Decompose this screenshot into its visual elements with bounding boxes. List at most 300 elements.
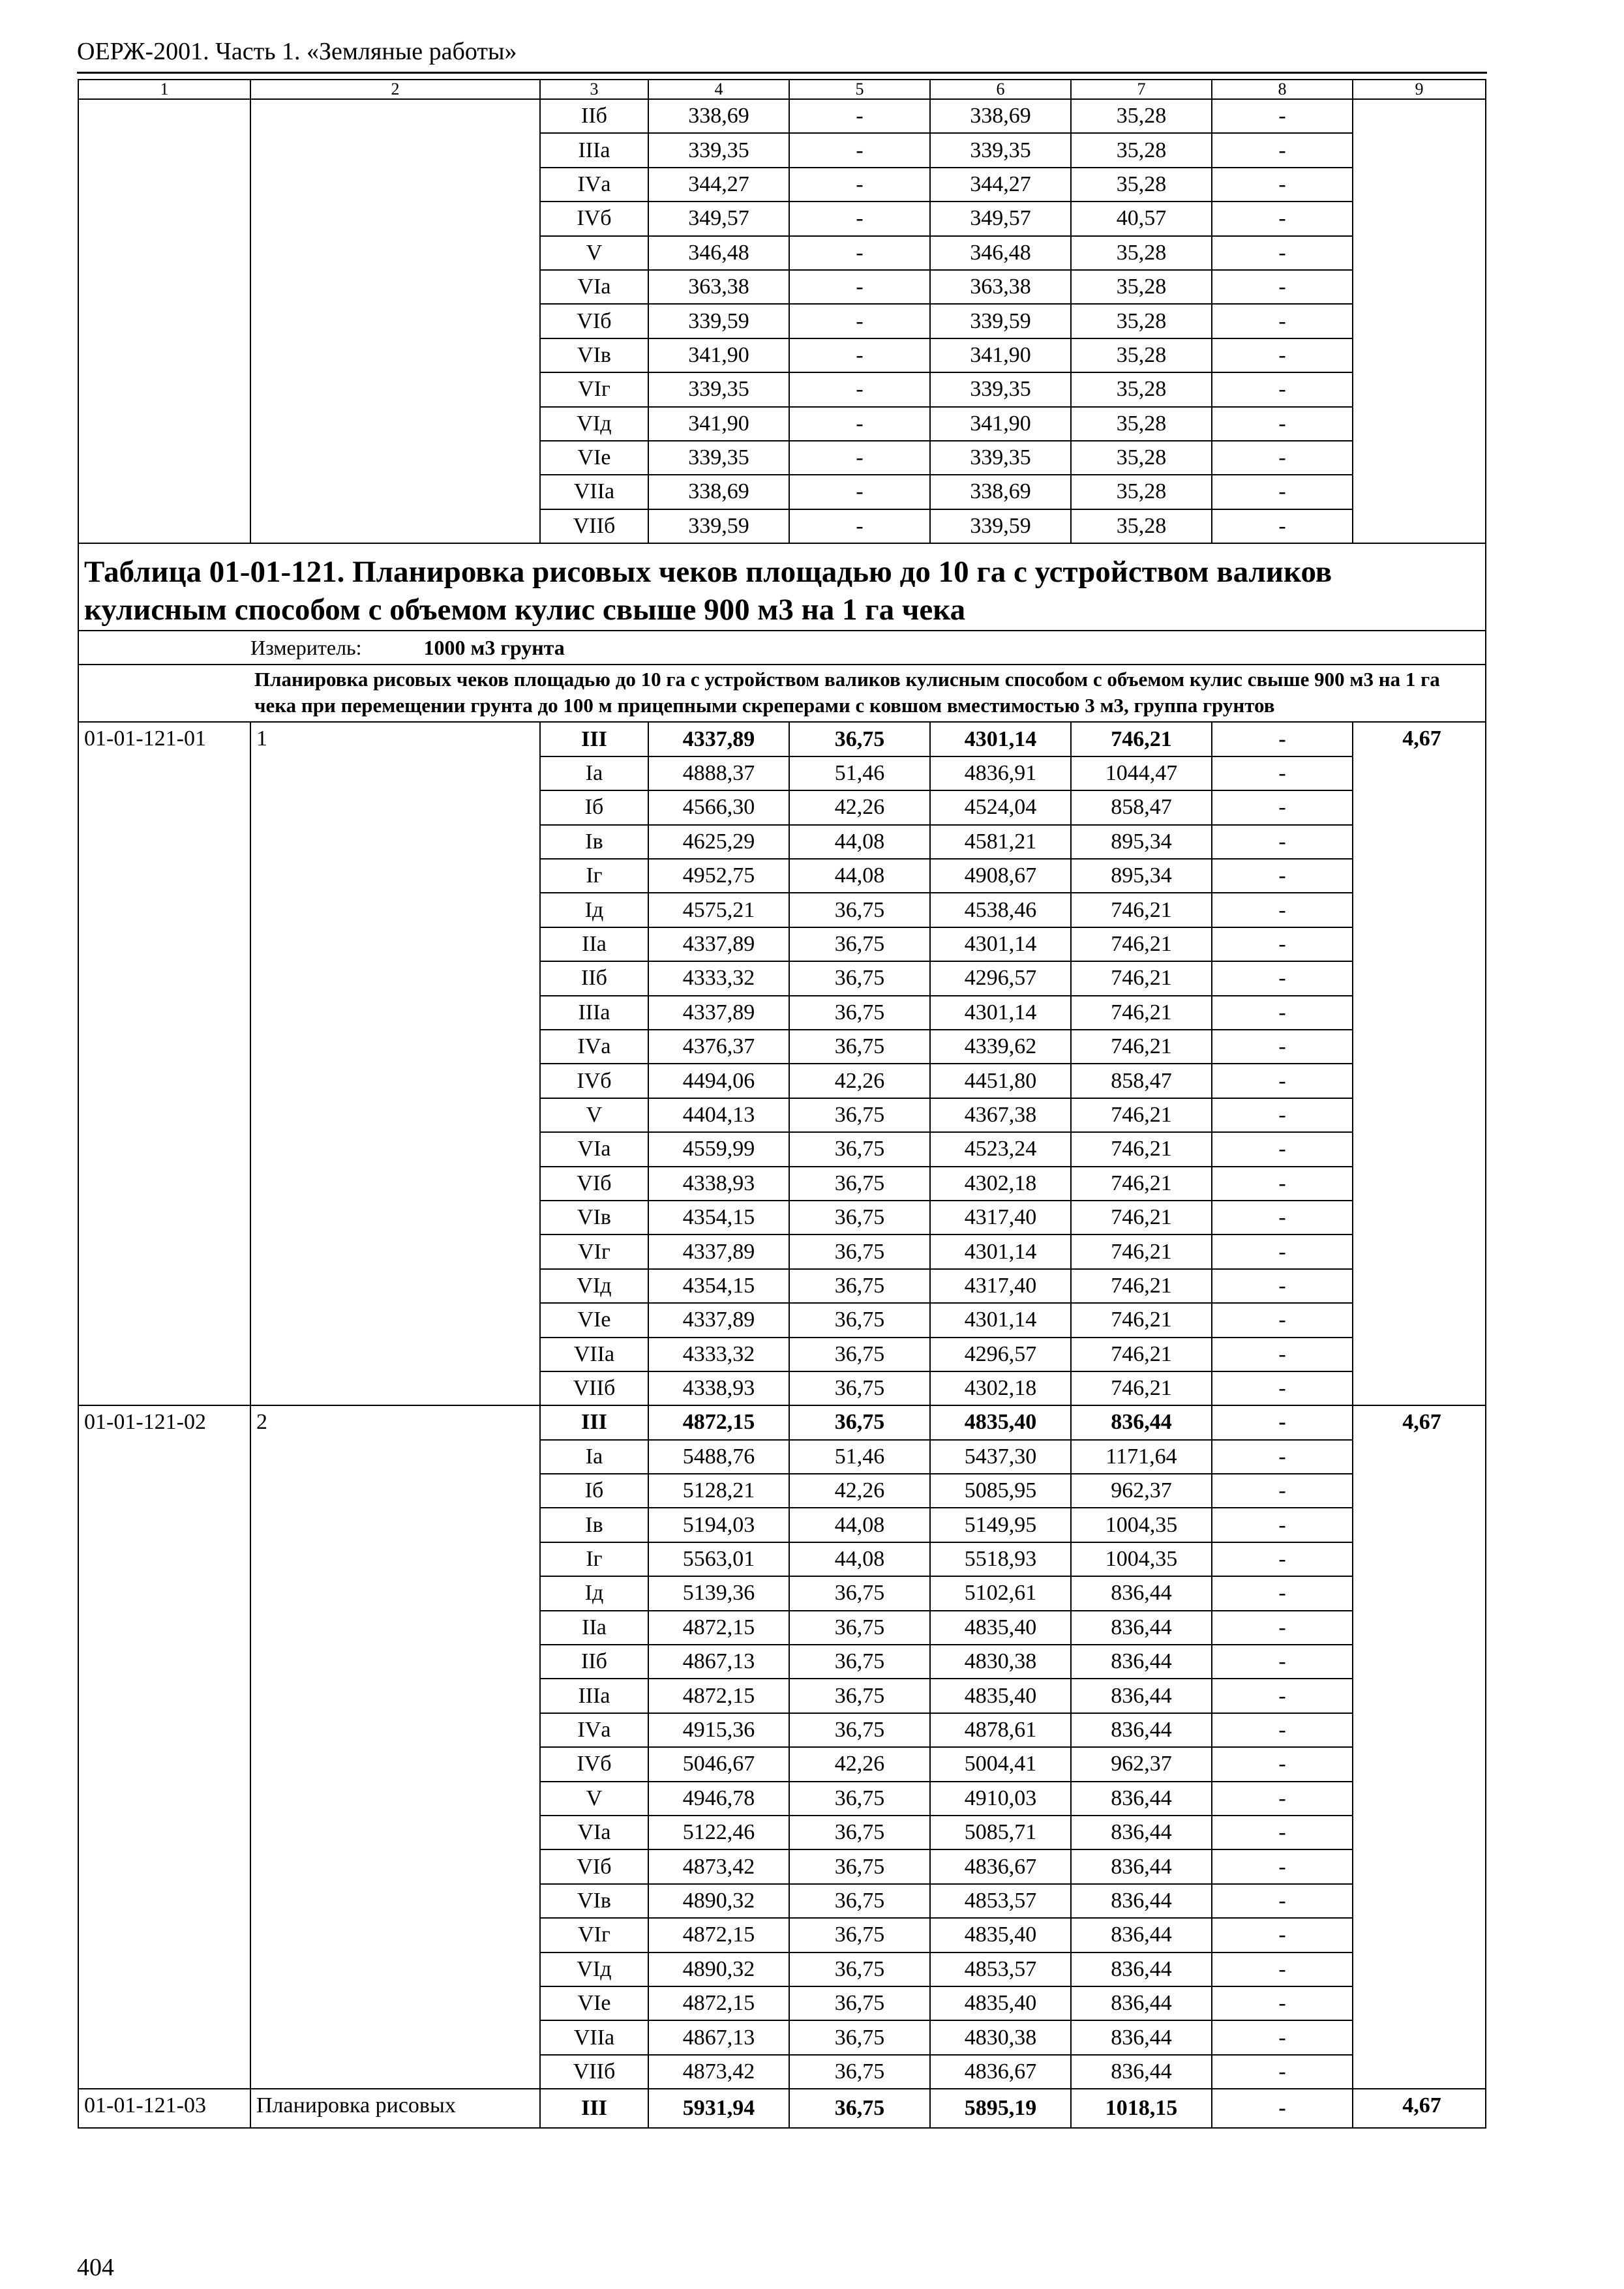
table-body: [78, 80, 1486, 2128]
machinist-wages-cell: 836,44: [1071, 1645, 1212, 1679]
machines-cost-cell: 341,90: [930, 338, 1071, 372]
soil-group-cell: Iг: [540, 1542, 648, 1576]
machinist-wages-cell: 836,44: [1071, 1679, 1212, 1713]
description-spacer: [78, 665, 250, 722]
norms-table: [78, 79, 1486, 2129]
soil-group-cell: IVа: [540, 1713, 648, 1747]
total-cost-cell: 4575,21: [648, 893, 789, 927]
soil-group-cell: IVа: [540, 1030, 648, 1064]
materials-cost-cell: -: [1212, 1849, 1353, 1883]
wages-cell: 36,75: [789, 1371, 930, 1405]
rate-code: 01-01-121-02: [78, 1405, 250, 2089]
wages-cell: -: [789, 441, 930, 475]
total-cost-cell: 4867,13: [648, 2020, 789, 2054]
total-cost-cell: 349,57: [648, 202, 789, 235]
machines-cost-cell: 4836,67: [930, 2055, 1071, 2089]
table-title: Таблица 01-01-121. Планировка рисовых чеков площадью до 10 га с устройством валиков кулисным способом с объемом кулис свыше 900 м3 на 1 га чека: [78, 543, 1486, 631]
materials-cost-cell: -: [1212, 1645, 1353, 1679]
soil-group-cell: Iа: [540, 1440, 648, 1474]
materials-cost-cell: -: [1212, 1918, 1353, 1952]
rate-code: 01-01-121-03: [78, 2089, 250, 2128]
soil-group-cell: V: [540, 236, 648, 270]
wages-cell: 36,75: [789, 2055, 930, 2089]
total-cost-cell: 4872,15: [648, 1611, 789, 1645]
machines-cost-cell: 338,69: [930, 99, 1071, 133]
wages-cell: 44,08: [789, 859, 930, 893]
wages-cell: -: [789, 236, 930, 270]
materials-cost-cell: -: [1212, 1747, 1353, 1781]
machines-cost-cell: 4908,67: [930, 859, 1071, 893]
wages-cell: 36,75: [789, 1167, 930, 1201]
materials-cost-cell: -: [1212, 1713, 1353, 1747]
soil-group-cell: III: [540, 722, 648, 756]
soil-group-cell: VIв: [540, 1884, 648, 1918]
wages-cell: -: [789, 202, 930, 235]
machinist-wages-cell: 40,57: [1071, 202, 1212, 235]
labor-cost: 4,67: [1353, 2089, 1486, 2128]
machinist-wages-cell: 836,44: [1071, 2055, 1212, 2089]
machines-cost-cell: 4836,67: [930, 1849, 1071, 1883]
machinist-wages-cell: 836,44: [1071, 1849, 1212, 1883]
total-cost-cell: 4867,13: [648, 1645, 789, 1679]
total-cost-cell: 5931,94: [648, 2089, 789, 2128]
wages-cell: 36,75: [789, 2020, 930, 2054]
materials-cost-cell: -: [1212, 133, 1353, 167]
materials-cost-cell: -: [1212, 407, 1353, 441]
materials-cost-cell: -: [1212, 825, 1353, 859]
machinist-wages-cell: 746,21: [1071, 1132, 1212, 1166]
materials-cost-cell: -: [1212, 372, 1353, 406]
total-cost-cell: 339,59: [648, 509, 789, 543]
machines-cost-cell: 4853,57: [930, 1952, 1071, 1986]
soil-group-cell: IVб: [540, 1747, 648, 1781]
machines-cost-cell: 4835,40: [930, 1679, 1071, 1713]
total-cost-cell: 5046,67: [648, 1747, 789, 1781]
soil-group-cell: VIг: [540, 1234, 648, 1268]
header-rule: [77, 72, 1487, 74]
wages-cell: 36,75: [789, 1816, 930, 1849]
machinist-wages-cell: 35,28: [1071, 236, 1212, 270]
total-cost-cell: 341,90: [648, 338, 789, 372]
machinist-wages-cell: 35,28: [1071, 407, 1212, 441]
wages-cell: 36,75: [789, 1849, 930, 1883]
materials-cost-cell: -: [1212, 1542, 1353, 1576]
total-cost-cell: 4337,89: [648, 996, 789, 1030]
machines-cost-cell: 339,35: [930, 133, 1071, 167]
total-cost-cell: 4376,37: [648, 1030, 789, 1064]
total-cost-cell: 4890,32: [648, 1952, 789, 1986]
machinist-wages-cell: 1004,35: [1071, 1542, 1212, 1576]
soil-group-cell: VIб: [540, 304, 648, 338]
total-cost-cell: 4404,13: [648, 1098, 789, 1132]
labor-cost: 4,67: [1353, 722, 1486, 1405]
materials-cost-cell: -: [1212, 1098, 1353, 1132]
total-cost-cell: 4333,32: [648, 961, 789, 995]
machines-cost-cell: 339,35: [930, 372, 1071, 406]
machines-cost-cell: 5085,71: [930, 1816, 1071, 1849]
wages-cell: 36,75: [789, 1576, 930, 1610]
soil-group-cell: VIб: [540, 1167, 648, 1201]
unit-label: Измеритель:: [250, 636, 362, 660]
materials-cost-cell: -: [1212, 1576, 1353, 1610]
machines-cost-cell: 5895,19: [930, 2089, 1071, 2128]
machinist-wages-cell: 35,28: [1071, 441, 1212, 475]
wages-cell: 36,75: [789, 1405, 930, 1439]
machines-cost-cell: 4830,38: [930, 2020, 1071, 2054]
materials-cost-cell: -: [1212, 1338, 1353, 1371]
soil-group-cell: IIа: [540, 1611, 648, 1645]
column-number: 4: [648, 80, 789, 99]
materials-cost-cell: -: [1212, 1782, 1353, 1816]
machines-cost-cell: 339,59: [930, 304, 1071, 338]
total-cost-cell: 4872,15: [648, 1918, 789, 1952]
total-cost-cell: 4872,15: [648, 1405, 789, 1439]
machinist-wages-cell: 35,28: [1071, 475, 1212, 509]
wages-cell: 44,08: [789, 1542, 930, 1576]
machines-cost-cell: 4836,91: [930, 756, 1071, 790]
soil-group-cell: IIIа: [540, 133, 648, 167]
soil-group-cell: VIIб: [540, 1371, 648, 1405]
materials-cost-cell: -: [1212, 1884, 1353, 1918]
rate-code: 01-01-121-01: [78, 722, 250, 1405]
machines-cost-cell: 4301,14: [930, 1234, 1071, 1268]
materials-cost-cell: -: [1212, 1474, 1353, 1508]
wages-cell: 36,75: [789, 1338, 930, 1371]
machines-cost-cell: 4835,40: [930, 1986, 1071, 2020]
wages-cell: 44,08: [789, 825, 930, 859]
soil-group-cell: IVб: [540, 1064, 648, 1098]
machinist-wages-cell: 895,34: [1071, 859, 1212, 893]
materials-cost-cell: -: [1212, 202, 1353, 235]
machinist-wages-cell: 35,28: [1071, 509, 1212, 543]
soil-group-cell: VIе: [540, 1986, 648, 2020]
wages-cell: -: [789, 304, 930, 338]
machinist-wages-cell: 962,37: [1071, 1474, 1212, 1508]
wages-cell: 36,75: [789, 1269, 930, 1303]
soil-group-cell: VIг: [540, 372, 648, 406]
total-cost-cell: 4338,93: [648, 1371, 789, 1405]
total-cost-cell: 4494,06: [648, 1064, 789, 1098]
materials-cost-cell: -: [1212, 441, 1353, 475]
machines-cost-cell: 5437,30: [930, 1440, 1071, 1474]
materials-cost-cell: -: [1212, 2055, 1353, 2089]
machinist-wages-cell: 836,44: [1071, 1816, 1212, 1849]
machines-cost-cell: 4524,04: [930, 790, 1071, 824]
total-cost-cell: 339,59: [648, 304, 789, 338]
machines-cost-cell: 4835,40: [930, 1611, 1071, 1645]
total-cost-cell: 4890,32: [648, 1884, 789, 1918]
materials-cost-cell: -: [1212, 722, 1353, 756]
wages-cell: 36,75: [789, 927, 930, 961]
total-cost-cell: 4333,32: [648, 1338, 789, 1371]
machinist-wages-cell: 746,21: [1071, 1234, 1212, 1268]
machinist-wages-cell: 746,21: [1071, 1303, 1212, 1337]
total-cost-cell: 4873,42: [648, 1849, 789, 1883]
machinist-wages-cell: 746,21: [1071, 1030, 1212, 1064]
wages-cell: 44,08: [789, 1508, 930, 1542]
machinist-wages-cell: 746,21: [1071, 1167, 1212, 1201]
machinist-wages-cell: 746,21: [1071, 722, 1212, 756]
machines-cost-cell: 4581,21: [930, 825, 1071, 859]
wages-cell: 51,46: [789, 1440, 930, 1474]
materials-cost-cell: -: [1212, 1132, 1353, 1166]
machines-cost-cell: 5004,41: [930, 1747, 1071, 1781]
wages-cell: -: [789, 338, 930, 372]
column-number: 2: [250, 80, 540, 99]
rate-name: Планировка рисовых: [250, 2089, 540, 2128]
machinist-wages-cell: 1171,64: [1071, 1440, 1212, 1474]
soil-group-cell: V: [540, 1098, 648, 1132]
machines-cost-cell: 5518,93: [930, 1542, 1071, 1576]
machines-cost-cell: 338,69: [930, 475, 1071, 509]
soil-group-cell: Iг: [540, 859, 648, 893]
machines-cost-cell: 5149,95: [930, 1508, 1071, 1542]
machines-cost-cell: 4302,18: [930, 1371, 1071, 1405]
total-cost-cell: 4338,93: [648, 1167, 789, 1201]
machinist-wages-cell: 1044,47: [1071, 756, 1212, 790]
machines-cost-cell: 349,57: [930, 202, 1071, 235]
table-title-row: [78, 543, 1486, 631]
materials-cost-cell: -: [1212, 790, 1353, 824]
page-header: ОЕРЖ-2001. Часть 1. «Земляные работы»: [77, 38, 517, 65]
machines-cost-cell: 346,48: [930, 236, 1071, 270]
wages-cell: 36,75: [789, 1611, 930, 1645]
materials-cost-cell: -: [1212, 1064, 1353, 1098]
machinist-wages-cell: 895,34: [1071, 825, 1212, 859]
machinist-wages-cell: 836,44: [1071, 1713, 1212, 1747]
machinist-wages-cell: 746,21: [1071, 927, 1212, 961]
soil-group-cell: V: [540, 1782, 648, 1816]
name-cell: [250, 99, 540, 543]
machines-cost-cell: 4523,24: [930, 1132, 1071, 1166]
machines-cost-cell: 4296,57: [930, 961, 1071, 995]
machinist-wages-cell: 836,44: [1071, 1884, 1212, 1918]
machinist-wages-cell: 962,37: [1071, 1747, 1212, 1781]
table-row: [78, 1405, 1486, 1439]
soil-group-cell: VIд: [540, 1269, 648, 1303]
soil-group-cell: Iд: [540, 893, 648, 927]
soil-group-cell: VIа: [540, 1132, 648, 1166]
materials-cost-cell: -: [1212, 475, 1353, 509]
materials-cost-cell: -: [1212, 1508, 1353, 1542]
page-number: 404: [77, 2254, 114, 2281]
soil-group-cell: IIб: [540, 1645, 648, 1679]
total-cost-cell: 4872,15: [648, 1679, 789, 1713]
machinist-wages-cell: 35,28: [1071, 168, 1212, 202]
machines-cost-cell: 5102,61: [930, 1576, 1071, 1610]
labor-cell: [1353, 99, 1486, 543]
wages-cell: 36,75: [789, 1201, 930, 1234]
soil-group-cell: VIе: [540, 1303, 648, 1337]
wages-cell: -: [789, 99, 930, 133]
soil-group-cell: III: [540, 2089, 648, 2128]
total-cost-cell: 5139,36: [648, 1576, 789, 1610]
machinist-wages-cell: 35,28: [1071, 133, 1212, 167]
materials-cost-cell: -: [1212, 1816, 1353, 1849]
wages-cell: 36,75: [789, 1030, 930, 1064]
materials-cost-cell: -: [1212, 1234, 1353, 1268]
unit-cell: [250, 631, 1486, 665]
machines-cost-cell: 4302,18: [930, 1167, 1071, 1201]
soil-group-cell: IIIа: [540, 1679, 648, 1713]
column-number-row: [78, 80, 1486, 99]
wages-cell: -: [789, 475, 930, 509]
soil-group-cell: VIIа: [540, 2020, 648, 2054]
machinist-wages-cell: 836,44: [1071, 1782, 1212, 1816]
machinist-wages-cell: 746,21: [1071, 961, 1212, 995]
soil-group-cell: Iв: [540, 825, 648, 859]
wages-cell: 36,75: [789, 1645, 930, 1679]
wages-cell: 36,75: [789, 722, 930, 756]
total-cost-cell: 4337,89: [648, 722, 789, 756]
machinist-wages-cell: 836,44: [1071, 1952, 1212, 1986]
soil-group-cell: VIа: [540, 1816, 648, 1849]
table-row: [78, 722, 1486, 756]
machinist-wages-cell: 746,21: [1071, 1201, 1212, 1234]
soil-group-cell: VIIа: [540, 1338, 648, 1371]
total-cost-cell: 4873,42: [648, 2055, 789, 2089]
machinist-wages-cell: 858,47: [1071, 790, 1212, 824]
machines-cost-cell: 339,59: [930, 509, 1071, 543]
soil-group-cell: VIв: [540, 338, 648, 372]
total-cost-cell: 4625,29: [648, 825, 789, 859]
soil-group-cell: VIIб: [540, 509, 648, 543]
machines-cost-cell: 4317,40: [930, 1201, 1071, 1234]
soil-group-cell: Iд: [540, 1576, 648, 1610]
machines-cost-cell: 341,90: [930, 407, 1071, 441]
total-cost-cell: 341,90: [648, 407, 789, 441]
total-cost-cell: 4946,78: [648, 1782, 789, 1816]
machines-cost-cell: 4301,14: [930, 722, 1071, 756]
materials-cost-cell: -: [1212, 99, 1353, 133]
total-cost-cell: 4354,15: [648, 1201, 789, 1234]
soil-group-cell: IIIа: [540, 996, 648, 1030]
materials-cost-cell: -: [1212, 1030, 1353, 1064]
wages-cell: 36,75: [789, 961, 930, 995]
materials-cost-cell: -: [1212, 996, 1353, 1030]
materials-cost-cell: -: [1212, 304, 1353, 338]
wages-cell: 42,26: [789, 1474, 930, 1508]
soil-group-cell: VIб: [540, 1849, 648, 1883]
machinist-wages-cell: 746,21: [1071, 893, 1212, 927]
machinist-wages-cell: 746,21: [1071, 1269, 1212, 1303]
wages-cell: 42,26: [789, 790, 930, 824]
machines-cost-cell: 4301,14: [930, 1303, 1071, 1337]
wages-cell: 36,75: [789, 996, 930, 1030]
wages-cell: 42,26: [789, 1747, 930, 1781]
materials-cost-cell: -: [1212, 338, 1353, 372]
machines-cost-cell: 4339,62: [930, 1030, 1071, 1064]
machinist-wages-cell: 35,28: [1071, 99, 1212, 133]
machinist-wages-cell: 35,28: [1071, 372, 1212, 406]
soil-group-cell: VIIб: [540, 2055, 648, 2089]
total-cost-cell: 338,69: [648, 475, 789, 509]
wages-cell: 51,46: [789, 756, 930, 790]
machines-cost-cell: 4367,38: [930, 1098, 1071, 1132]
machinist-wages-cell: 1018,15: [1071, 2089, 1212, 2128]
total-cost-cell: 4337,89: [648, 1303, 789, 1337]
machines-cost-cell: 4878,61: [930, 1713, 1071, 1747]
soil-group-cell: Iа: [540, 756, 648, 790]
wages-cell: 36,75: [789, 2089, 930, 2128]
wages-cell: -: [789, 133, 930, 167]
total-cost-cell: 346,48: [648, 236, 789, 270]
total-cost-cell: 338,69: [648, 99, 789, 133]
total-cost-cell: 5128,21: [648, 1474, 789, 1508]
column-number: 6: [930, 80, 1071, 99]
machinist-wages-cell: 1004,35: [1071, 1508, 1212, 1542]
column-number: 8: [1212, 80, 1353, 99]
materials-cost-cell: -: [1212, 1952, 1353, 1986]
soil-group-cell: IVб: [540, 202, 648, 235]
machines-cost-cell: 363,38: [930, 270, 1071, 304]
machinist-wages-cell: 836,44: [1071, 2020, 1212, 2054]
machinist-wages-cell: 746,21: [1071, 996, 1212, 1030]
materials-cost-cell: -: [1212, 927, 1353, 961]
machinist-wages-cell: 836,44: [1071, 1986, 1212, 2020]
wages-cell: 36,75: [789, 1952, 930, 1986]
machines-cost-cell: 5085,95: [930, 1474, 1071, 1508]
soil-group-cell: IIа: [540, 927, 648, 961]
unit-value: 1000 м3 грунта: [423, 636, 565, 660]
machines-cost-cell: 4910,03: [930, 1782, 1071, 1816]
soil-group-cell: VIг: [540, 1918, 648, 1952]
column-number: 5: [789, 80, 930, 99]
materials-cost-cell: -: [1212, 270, 1353, 304]
machines-cost-cell: 339,35: [930, 441, 1071, 475]
total-cost-cell: 339,35: [648, 372, 789, 406]
soil-group-cell: VIа: [540, 270, 648, 304]
total-cost-cell: 4354,15: [648, 1269, 789, 1303]
machinist-wages-cell: 836,44: [1071, 1918, 1212, 1952]
wages-cell: 36,75: [789, 1986, 930, 2020]
table-row: [78, 2089, 1486, 2128]
machines-cost-cell: 4301,14: [930, 927, 1071, 961]
machines-cost-cell: 344,27: [930, 168, 1071, 202]
materials-cost-cell: -: [1212, 893, 1353, 927]
column-number: 1: [78, 80, 250, 99]
total-cost-cell: 5194,03: [648, 1508, 789, 1542]
total-cost-cell: 4872,15: [648, 1986, 789, 2020]
wages-cell: -: [789, 509, 930, 543]
wages-cell: 36,75: [789, 1679, 930, 1713]
wages-cell: 36,75: [789, 1098, 930, 1132]
wages-cell: -: [789, 407, 930, 441]
machinist-wages-cell: 836,44: [1071, 1405, 1212, 1439]
unit-spacer: [78, 631, 250, 665]
materials-cost-cell: -: [1212, 1611, 1353, 1645]
materials-cost-cell: -: [1212, 1679, 1353, 1713]
materials-cost-cell: -: [1212, 1201, 1353, 1234]
materials-cost-cell: -: [1212, 509, 1353, 543]
work-description: Планировка рисовых чеков площадью до 10 га с устройством валиков кулисным способом с объемом кулис свыше 900 м3 на 1 га чека при перемещении грунта до 100 м прицепными скреперами с ковшом вместимостью 3 м3, группа грунтов: [250, 665, 1486, 722]
soil-group-cell: IIб: [540, 99, 648, 133]
machinist-wages-cell: 746,21: [1071, 1338, 1212, 1371]
materials-cost-cell: -: [1212, 756, 1353, 790]
materials-cost-cell: -: [1212, 236, 1353, 270]
materials-cost-cell: -: [1212, 1405, 1353, 1439]
wages-cell: 36,75: [789, 1234, 930, 1268]
soil-group-cell: Iб: [540, 1474, 648, 1508]
machines-cost-cell: 4538,46: [930, 893, 1071, 927]
description-row: [78, 665, 1486, 722]
machines-cost-cell: 4296,57: [930, 1338, 1071, 1371]
machinist-wages-cell: 836,44: [1071, 1576, 1212, 1610]
total-cost-cell: 4952,75: [648, 859, 789, 893]
wages-cell: 36,75: [789, 1303, 930, 1337]
wages-cell: -: [789, 270, 930, 304]
materials-cost-cell: -: [1212, 961, 1353, 995]
